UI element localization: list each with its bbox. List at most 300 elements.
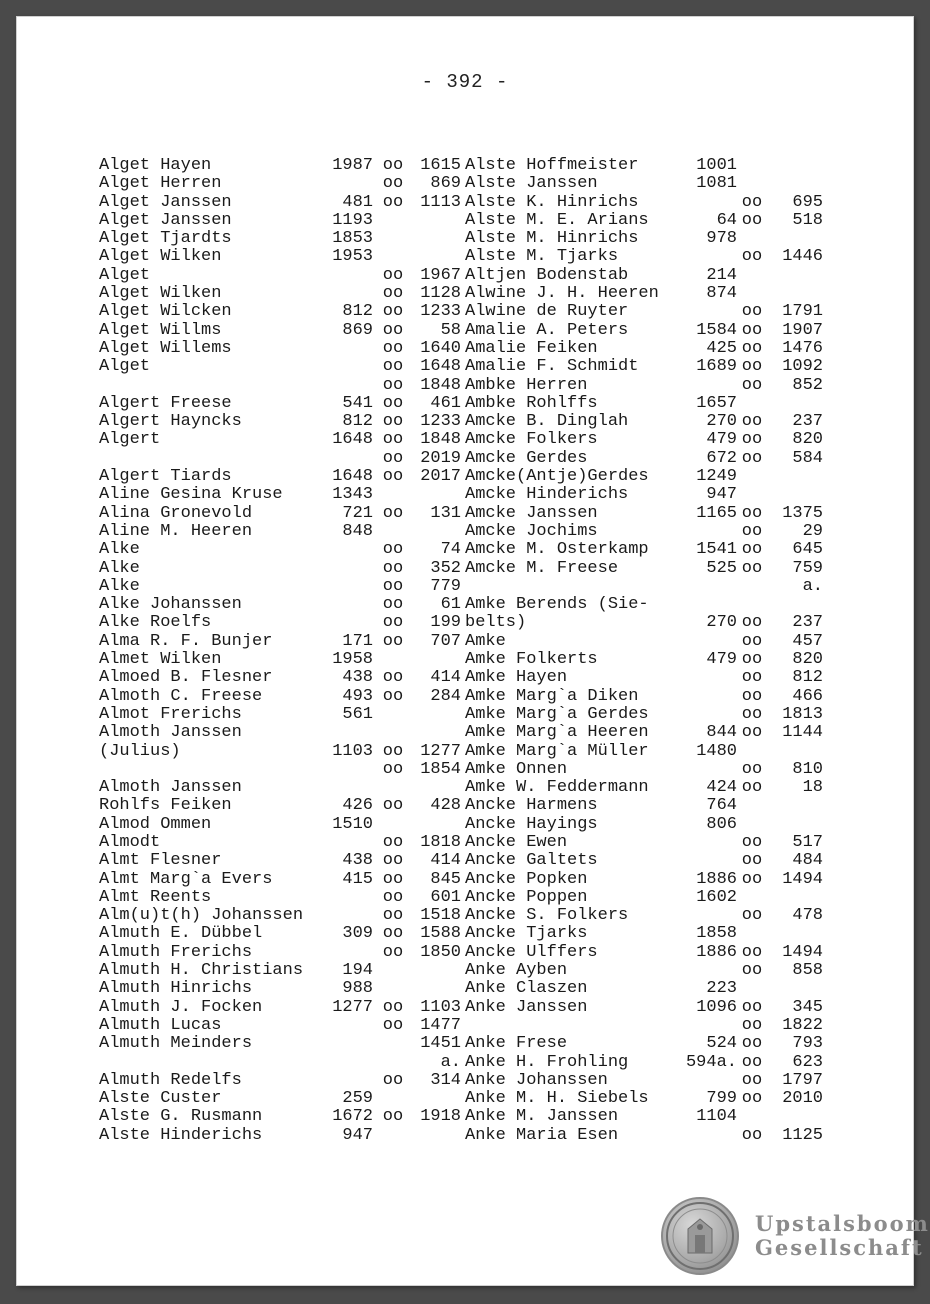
- entry-name: Almoth Janssen: [99, 723, 242, 743]
- entry-name: Alste Hinderichs: [99, 1125, 263, 1145]
- marriage-mark: oo: [382, 1070, 404, 1090]
- marriage-mark: oo: [382, 942, 404, 962]
- spouse-number: 1791: [782, 302, 823, 322]
- marriage-mark: oo: [382, 613, 404, 633]
- entry-number: 479: [706, 650, 737, 670]
- entry-name: Amcke Gerdes: [465, 448, 588, 468]
- spouse-number: 352: [430, 558, 461, 578]
- spouse-number: 1446: [782, 247, 823, 267]
- marriage-mark: oo: [382, 668, 404, 688]
- marriage-mark: oo: [741, 357, 763, 377]
- entry-number: 309: [342, 924, 373, 944]
- entry-name: Ancke Tjarks: [465, 924, 588, 944]
- spouse-number: 1113: [420, 192, 461, 212]
- marriage-mark: oo: [741, 1070, 763, 1090]
- spouse-number: 1375: [782, 503, 823, 523]
- entry-number: 947: [342, 1125, 373, 1145]
- marriage-mark: oo: [741, 540, 763, 560]
- entry-number: 438: [342, 851, 373, 871]
- entry-number: 481: [342, 192, 373, 212]
- spouse-number: 314: [430, 1070, 461, 1090]
- spouse-number: 457: [792, 631, 823, 651]
- marriage-mark: oo: [382, 796, 404, 816]
- entry-name: Amke Marg`a Müller: [465, 741, 649, 761]
- entry-number: 672: [706, 448, 737, 468]
- entry-number: 812: [342, 302, 373, 322]
- entry-name: Anke Janssen: [465, 997, 588, 1017]
- marriage-mark: oo: [382, 430, 404, 450]
- spouse-number: 1907: [782, 320, 823, 340]
- entry-number: 541: [342, 393, 373, 413]
- entry-name: Alste Janssen: [465, 174, 598, 194]
- entry-number: 1277: [332, 997, 373, 1017]
- marriage-mark: oo: [382, 338, 404, 358]
- entry-number: 869: [342, 320, 373, 340]
- marriage-mark: oo: [741, 650, 763, 670]
- entry-name: Ancke Harmens: [465, 796, 598, 816]
- entry-name: Almt Marg`a Evers: [99, 869, 273, 889]
- marriage-mark: oo: [382, 558, 404, 578]
- marriage-mark: oo: [741, 1052, 763, 1072]
- entry-name: Amcke Folkers: [465, 430, 598, 450]
- entry-name: Almuth Redelfs: [99, 1070, 242, 1090]
- spouse-number: 1233: [420, 302, 461, 322]
- entry-number: 1193: [332, 210, 373, 230]
- entry-name: Amcke M. Freese: [465, 558, 619, 578]
- entry-name: Almot Frerichs: [99, 704, 242, 724]
- entry-name: Alke Roelfs: [99, 613, 212, 633]
- entry-name: Aline M. Heeren: [99, 521, 253, 541]
- entry-number: 1096: [696, 997, 737, 1017]
- spouse-number: 1640: [420, 338, 461, 358]
- entry-number: 844: [706, 723, 737, 743]
- entry-name: Amke Marg`a Gerdes: [465, 704, 649, 724]
- entry-name: Alste M. E. Arians: [465, 210, 649, 230]
- entry-number: 1249: [696, 467, 737, 487]
- entry-name: Alke: [99, 540, 140, 560]
- entry-name: Alste M. Hinrichs: [465, 229, 639, 249]
- entry-name: Alste G. Rusmann: [99, 1107, 263, 1127]
- entry-number: 1602: [696, 887, 737, 907]
- marriage-mark: oo: [382, 832, 404, 852]
- spouse-number: 345: [792, 997, 823, 1017]
- entry-number: 1104: [696, 1107, 737, 1127]
- entry-name: Alke Johanssen: [99, 595, 242, 615]
- marriage-mark: oo: [741, 832, 763, 852]
- marriage-mark: oo: [382, 887, 404, 907]
- marriage-mark: oo: [382, 393, 404, 413]
- entry-number: 1081: [696, 174, 737, 194]
- entry-name: Alke: [99, 576, 140, 596]
- entry-number: 1853: [332, 229, 373, 249]
- entry-name: Almuth Hinrichs: [99, 979, 253, 999]
- entry-name: belts): [465, 613, 527, 633]
- entry-number: 799: [706, 1089, 737, 1109]
- entry-number: 1672: [332, 1107, 373, 1127]
- spouse-number: 478: [792, 906, 823, 926]
- spouse-number: 414: [430, 851, 461, 871]
- entry-number: 424: [706, 778, 737, 798]
- marriage-mark: oo: [741, 759, 763, 779]
- entry-name: Amalie Feiken: [465, 338, 598, 358]
- spouse-number: 237: [792, 613, 823, 633]
- spouse-number: 1128: [420, 284, 461, 304]
- entry-name: Amalie F. Schmidt: [465, 357, 639, 377]
- entry-name: Almt Reents: [99, 887, 212, 907]
- marriage-mark: oo: [741, 668, 763, 688]
- marriage-mark: oo: [382, 284, 404, 304]
- entry-number: 1584: [696, 320, 737, 340]
- entry-name: Algert Tiards: [99, 467, 232, 487]
- spouse-number: 1125: [782, 1125, 823, 1145]
- spouse-number: 1848: [420, 375, 461, 395]
- marriage-mark: oo: [741, 869, 763, 889]
- spouse-number: 61: [440, 595, 461, 615]
- spouse-number: 74: [440, 540, 461, 560]
- spouse-number: 414: [430, 668, 461, 688]
- entry-number: 438: [342, 668, 373, 688]
- spouse-number: 2010: [782, 1089, 823, 1109]
- marriage-mark: oo: [382, 174, 404, 194]
- watermark: [661, 1197, 930, 1275]
- entry-name: Aline Gesina Kruse: [99, 485, 283, 505]
- entry-name: Alget Wilken: [99, 247, 222, 267]
- document-page: [16, 16, 930, 1286]
- spouse-number: 2017: [420, 467, 461, 487]
- spouse-number: 517: [792, 832, 823, 852]
- entry-name: Amke Onnen: [465, 759, 568, 779]
- entry-name: Alget Willms: [99, 320, 222, 340]
- marriage-mark: oo: [741, 961, 763, 981]
- entry-number: 1953: [332, 247, 373, 267]
- entry-name: Alwine J. H. Heeren: [465, 284, 659, 304]
- spouse-number: 1615: [420, 156, 461, 175]
- spouse-number: 820: [792, 430, 823, 450]
- entry-name: Alget Janssen: [99, 210, 232, 230]
- entry-name: Amke W. Feddermann: [465, 778, 649, 798]
- marriage-mark: oo: [382, 741, 404, 761]
- entry-number: 812: [342, 412, 373, 432]
- entry-name: Almet Wilken: [99, 650, 222, 670]
- entry-name: Alwine de Ruyter: [465, 302, 629, 322]
- entry-name: Alget: [99, 357, 151, 377]
- entry-name: Altjen Bodenstab: [465, 265, 629, 285]
- spouse-number: 812: [792, 668, 823, 688]
- entry-name: Anke Ayben: [465, 961, 568, 981]
- entry-number: 194: [342, 961, 373, 981]
- page-number: - 392 -: [421, 71, 509, 93]
- watermark-line-1: Upstalsboom: [755, 1211, 930, 1236]
- entry-number: 988: [342, 979, 373, 999]
- marriage-mark: oo: [382, 997, 404, 1017]
- marriage-mark: oo: [741, 412, 763, 432]
- entry-number: 1958: [332, 650, 373, 670]
- spouse-number: 1967: [420, 265, 461, 285]
- entry-name: Amke: [465, 631, 506, 651]
- entry-number: 1541: [696, 540, 737, 560]
- entry-name: Ancke Ewen: [465, 832, 568, 852]
- entry-number: 525: [706, 558, 737, 578]
- entry-name: Rohlfs Feiken: [99, 796, 232, 816]
- marriage-mark: oo: [741, 1089, 763, 1109]
- entry-name: (Julius): [99, 741, 181, 761]
- entry-name: Anke Claszen: [465, 979, 588, 999]
- entry-name: Alget Willems: [99, 338, 232, 358]
- entry-number: 1103: [332, 741, 373, 761]
- spouse-number: 1092: [782, 357, 823, 377]
- spouse-number: 584: [792, 448, 823, 468]
- entry-name: Amcke B. Dinglah: [465, 412, 629, 432]
- marriage-mark: oo: [382, 412, 404, 432]
- marriage-mark: oo: [382, 540, 404, 560]
- entry-name: Alste M. Tjarks: [465, 247, 619, 267]
- spouse-number: 518: [792, 210, 823, 230]
- seal-icon: [661, 1197, 739, 1275]
- spouse-number: 1477: [420, 1015, 461, 1035]
- entry-name: Almodt: [99, 832, 161, 852]
- entry-number: 479: [706, 430, 737, 450]
- spouse-number: 1103: [420, 997, 461, 1017]
- entry-name: Alget Hayen: [99, 156, 212, 175]
- entry-name: Alste Hoffmeister: [465, 156, 639, 175]
- entry-number: 1648: [332, 467, 373, 487]
- entry-name: Almuth Meinders: [99, 1034, 253, 1054]
- marriage-mark: oo: [382, 320, 404, 340]
- entry-name: Alina Gronevold: [99, 503, 253, 523]
- entry-name: Ancke S. Folkers: [465, 906, 629, 926]
- entry-name: Amcke(Antje)Gerdes: [465, 467, 649, 487]
- entry-number: 259: [342, 1089, 373, 1109]
- spouse-number: 1797: [782, 1070, 823, 1090]
- entry-name: Ancke Poppen: [465, 887, 588, 907]
- spouse-number: a.: [802, 576, 823, 596]
- spouse-number: 1822: [782, 1015, 823, 1035]
- spouse-number: 1144: [782, 723, 823, 743]
- marriage-mark: oo: [741, 906, 763, 926]
- entry-name: Anke M. Janssen: [465, 1107, 619, 1127]
- spouse-number: 484: [792, 851, 823, 871]
- spouse-number: 428: [430, 796, 461, 816]
- entry-number: 848: [342, 521, 373, 541]
- marriage-mark: oo: [382, 576, 404, 596]
- entry-name: Almuth Lucas: [99, 1015, 222, 1035]
- spouse-number: 869: [430, 174, 461, 194]
- entry-name: Amcke Janssen: [465, 503, 598, 523]
- entry-number: 947: [706, 485, 737, 505]
- entry-number: 1689: [696, 357, 737, 377]
- marriage-mark: oo: [741, 338, 763, 358]
- spouse-number: 1850: [420, 942, 461, 962]
- entry-name: Anke Maria Esen: [465, 1125, 619, 1145]
- entry-name: Almuth E. Dübbel: [99, 924, 263, 944]
- entry-name: Alste K. Hinrichs: [465, 192, 639, 212]
- marriage-mark: oo: [382, 467, 404, 487]
- marriage-mark: oo: [741, 723, 763, 743]
- marriage-mark: oo: [741, 375, 763, 395]
- marriage-mark: oo: [741, 210, 763, 230]
- entry-number: 874: [706, 284, 737, 304]
- entry-name: Almt Flesner: [99, 851, 222, 871]
- marriage-mark: oo: [741, 997, 763, 1017]
- spouse-number: 779: [430, 576, 461, 596]
- marriage-mark: oo: [741, 430, 763, 450]
- entry-name: Almuth J. Focken: [99, 997, 263, 1017]
- spouse-number: 645: [792, 540, 823, 560]
- spouse-number: 1277: [420, 741, 461, 761]
- entry-name: Alma R. F. Bunjer: [99, 631, 273, 651]
- spouse-number: 1854: [420, 759, 461, 779]
- entry-name: Algert Hayncks: [99, 412, 242, 432]
- entry-number: 721: [342, 503, 373, 523]
- entry-number: 1510: [332, 814, 373, 834]
- entry-name: Algert Freese: [99, 393, 232, 413]
- spouse-number: 1233: [420, 412, 461, 432]
- entry-number: 270: [706, 412, 737, 432]
- entry-name: Amke Folkerts: [465, 650, 598, 670]
- entry-number: 594a.: [685, 1052, 737, 1072]
- marriage-mark: oo: [382, 357, 404, 377]
- entry-number: 171: [342, 631, 373, 651]
- marriage-mark: oo: [741, 704, 763, 724]
- spouse-number: 1476: [782, 338, 823, 358]
- entry-number: 214: [706, 265, 737, 285]
- entry-name: Almoed B. Flesner: [99, 668, 273, 688]
- marriage-mark: oo: [382, 759, 404, 779]
- marriage-mark: oo: [741, 192, 763, 212]
- marriage-mark: oo: [382, 1015, 404, 1035]
- entry-number: 806: [706, 814, 737, 834]
- entry-name: Amke Marg`a Heeren: [465, 723, 649, 743]
- marriage-mark: oo: [741, 320, 763, 340]
- spouse-number: 623: [792, 1052, 823, 1072]
- marriage-mark: oo: [741, 1015, 763, 1035]
- marriage-mark: oo: [741, 521, 763, 541]
- spouse-number: 237: [792, 412, 823, 432]
- entry-number: 1343: [332, 485, 373, 505]
- entry-name: Almod Ommen: [99, 814, 212, 834]
- spouse-number: 1494: [782, 869, 823, 889]
- entry-number: 764: [706, 796, 737, 816]
- spouse-number: a.: [440, 1052, 461, 1072]
- spouse-number: 1848: [420, 430, 461, 450]
- marriage-mark: oo: [741, 851, 763, 871]
- marriage-mark: oo: [741, 1125, 763, 1145]
- entry-name: Alget: [99, 265, 151, 285]
- marriage-mark: oo: [382, 156, 404, 175]
- spouse-number: 199: [430, 613, 461, 633]
- marriage-mark: oo: [382, 869, 404, 889]
- entry-name: Alget Wilken: [99, 284, 222, 304]
- marriage-mark: oo: [741, 448, 763, 468]
- spouse-number: 1518: [420, 906, 461, 926]
- entry-number: 1001: [696, 156, 737, 175]
- spouse-number: 29: [802, 521, 823, 541]
- entry-name: Alke: [99, 558, 140, 578]
- marriage-mark: oo: [382, 906, 404, 926]
- spouse-number: 810: [792, 759, 823, 779]
- spouse-number: 1918: [420, 1107, 461, 1127]
- entry-name: Ancke Ulffers: [465, 942, 598, 962]
- entry-number: 1987: [332, 156, 373, 175]
- spouse-number: 466: [792, 686, 823, 706]
- entry-number: 561: [342, 704, 373, 724]
- spouse-number: 1648: [420, 357, 461, 377]
- entry-name: Anke Frese: [465, 1034, 568, 1054]
- marriage-mark: oo: [741, 942, 763, 962]
- entry-name: Alget Herren: [99, 174, 222, 194]
- entry-name: Amke Hayen: [465, 668, 568, 688]
- spouse-number: 131: [430, 503, 461, 523]
- marriage-mark: oo: [741, 613, 763, 633]
- entry-name: Almuth H. Christians: [99, 961, 304, 981]
- spouse-number: 18: [802, 778, 823, 798]
- entry-name: Alget Janssen: [99, 192, 232, 212]
- marriage-mark: oo: [382, 448, 404, 468]
- marriage-mark: oo: [741, 778, 763, 798]
- spouse-number: 1494: [782, 942, 823, 962]
- entry-name: Ancke Galtets: [465, 851, 598, 871]
- marriage-mark: oo: [382, 192, 404, 212]
- spouse-number: 695: [792, 192, 823, 212]
- entry-number: 978: [706, 229, 737, 249]
- spouse-number: 793: [792, 1034, 823, 1054]
- entry-name: Almoth C. Freese: [99, 686, 263, 706]
- entry-number: 223: [706, 979, 737, 999]
- marriage-mark: oo: [382, 595, 404, 615]
- spouse-number: 858: [792, 961, 823, 981]
- entry-name: Alm(u)t(h) Johanssen: [99, 906, 304, 926]
- entry-name: Anke M. H. Siebels: [465, 1089, 649, 1109]
- entry-number: 64: [716, 210, 737, 230]
- entry-name: Ambke Rohlffs: [465, 393, 598, 413]
- spouse-number: 852: [792, 375, 823, 395]
- watermark-line-2: Gesellschaft: [755, 1235, 924, 1260]
- spouse-number: 58: [440, 320, 461, 340]
- entry-number: 425: [706, 338, 737, 358]
- entry-name: Alget Tjardts: [99, 229, 232, 249]
- entry-name: Amcke M. Osterkamp: [465, 540, 649, 560]
- entry-number: 1657: [696, 393, 737, 413]
- spouse-number: 707: [430, 631, 461, 651]
- marriage-mark: oo: [741, 1034, 763, 1054]
- entry-number: 1480: [696, 741, 737, 761]
- entry-number: 1886: [696, 869, 737, 889]
- spouse-number: 1451: [420, 1034, 461, 1054]
- entry-number: 1648: [332, 430, 373, 450]
- entry-name: Anke H. Frohling: [465, 1052, 629, 1072]
- entry-name: Anke Johanssen: [465, 1070, 608, 1090]
- entry-number: 493: [342, 686, 373, 706]
- marriage-mark: oo: [741, 503, 763, 523]
- entry-number: 524: [706, 1034, 737, 1054]
- spouse-number: 461: [430, 393, 461, 413]
- marriage-mark: oo: [741, 302, 763, 322]
- entry-name: Ancke Popken: [465, 869, 588, 889]
- entry-name: Ancke Hayings: [465, 814, 598, 834]
- entry-name: Almoth Janssen: [99, 778, 242, 798]
- entry-name: Alste Custer: [99, 1089, 222, 1109]
- spouse-number: 2019: [420, 448, 461, 468]
- marriage-mark: oo: [382, 1107, 404, 1127]
- spouse-number: 759: [792, 558, 823, 578]
- entry-name: Amke Marg`a Diken: [465, 686, 639, 706]
- entry-name: Amcke Jochims: [465, 521, 598, 541]
- spouse-number: 845: [430, 869, 461, 889]
- spouse-number: 820: [792, 650, 823, 670]
- marriage-mark: oo: [382, 924, 404, 944]
- entry-name: Amalie A. Peters: [465, 320, 629, 340]
- entry-number: 270: [706, 613, 737, 633]
